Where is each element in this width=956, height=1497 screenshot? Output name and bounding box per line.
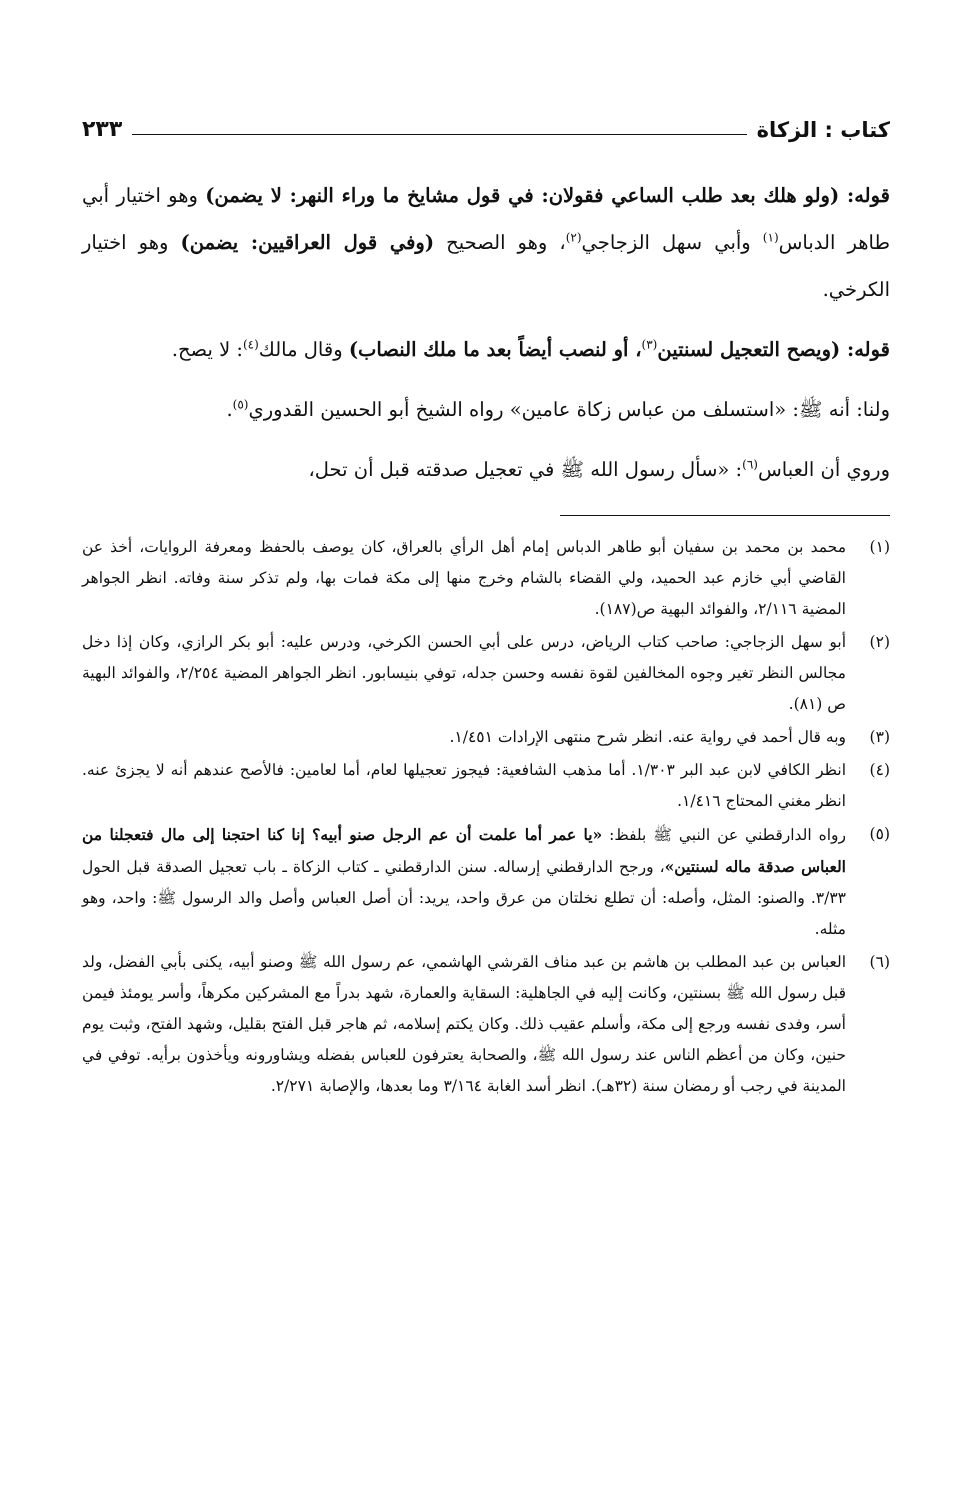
page-number: ٢٣٣ [82,117,123,142]
paragraph-4 [82,446,890,493]
header-rule [132,134,746,135]
footnote-text: انظر الكافي لابن عبد البر ١/٣٠٣. أما مذهب الشافعية: فيجوز تعجيلها لعام، أما لعامين: فالأصح عندهم أنه لا يجزئ عنه. انظر مغني المحتاج ١/٤١٦. [82,761,846,810]
footnote-5 [82,819,890,945]
footnote-ref-5[interactable]: (٥) [232,397,249,412]
chapter-title: كتاب : الزكاة [756,118,890,142]
running-header [82,108,890,142]
text-run: وهو اختيار الكرخي. [82,231,890,301]
paragraph-2 [82,326,890,373]
footnote-1 [82,532,890,625]
text-run: : «سأل رسول الله ﷺ في تعجيل صدقته قبل أن تحل، [308,458,743,481]
footnote-separator [560,515,890,516]
footnote-text: أبو سهل الزجاجي: صاحب كتاب الرياض، درس على أبي الحسن الكرخي، ودرس عليه: أبو بكر الرازي، وكان إذا دخل مجالس النظر تغير وجوه المخالفين لقوة نفسه وحسن جدله، توفي بنيسابور. انظر الجواهر المضية ٢/٢٥٤، والفوائد البهية ص (٨١). [82,633,846,713]
footnote-number: (١) [869,538,890,556]
text-run: وأبي سهل الزجاجي [581,231,763,254]
footnote-number: (٦) [869,953,890,971]
paragraph-3 [82,386,890,433]
text-run: وقال مالك [258,338,349,361]
paragraph-1 [82,172,890,313]
footnote-4 [82,755,890,817]
text-run: ، وهو الصحيح [434,231,566,254]
bold-run: ، أو لنصب أيضاً بعد ما ملك النصاب) [348,338,642,361]
text-run: وروي أن العباس [757,458,890,481]
text-run: ولنا: أنه ﷺ: «استسلف من عباس زكاة عامين» رواه الشيخ أبو الحسين القدوري [248,398,890,421]
footnote-number: (٥) [869,825,890,843]
footnote-text: وبه قال أحمد في رواية عنه. انظر شرح منتهى الإرادات ١/٤٥١. [449,728,846,746]
main-text [82,172,890,493]
footnote-ref-4[interactable]: (٤) [242,337,259,352]
text-run: رواه الدارقطني عن النبي ﷺ بلفظ: [602,826,847,844]
text-run: : لا يصح. [171,338,243,361]
footnote-text: العباس بن عبد المطلب بن هاشم بن عبد مناف القرشي الهاشمي، عم رسول الله ﷺ وصنو أبيه، يكنى بأبي الفضل، ولد قبل رسول الله ﷺ بسنتين، وكانت إليه في الجاهلية: السقاية والعمارة، شهد بدراً مع المشركين مكرهاً، وأسر يومئذ فيمن أسر، وفدى نفسه ورجع إلى مكة، وأسلم عقيب ذلك. وكان يكتم إسلامه، ثم هاجر قبل الفتح بقليل، وشهد الفتح، وثبت يوم حنين، وكان من أعظم الناس عند رسول الله ﷺ، والصحابة يعترفون للعباس بفضله ويشاورونه ويأخذون برأيه. توفي في المدينة في رجب أو رمضان سنة (٣٢هـ). انظر أسد الغابة ٣/١٦٤ وما بعدها، والإصابة ٢/٢٧١. [82,953,846,1095]
footnote-ref-2[interactable]: (٢) [565,230,582,245]
footnote-ref-6[interactable]: (٦) [742,457,758,472]
paragraph-lead: قوله: (ولو هلك بعد طلب الساعي فقولان: في قول مشايخ ما وراء النهر: لا يضمن) [205,184,890,207]
paragraph-lead: قوله: (ويصح التعجيل لسنتين [657,338,890,361]
footnote-ref-1[interactable]: (١) [762,230,779,245]
book-page [82,108,890,1104]
footnote-text [82,819,846,945]
text-run: . [226,398,233,421]
footnote-2 [82,627,890,720]
footnote-number: (٢) [869,633,890,651]
bold-run: (وفي قول العراقيين: يضمن) [180,231,435,254]
footnotes [82,532,890,1102]
footnote-ref-3[interactable]: (٣) [641,337,658,352]
footnote-3 [82,722,890,753]
hadith-quote: «يا عمر أما علمت أن عم الرجل صنو أبيه؟ إنا كنا احتجنا إلى مال فتعجلنا من العباس صدقة ماله لسنتين» [82,825,846,876]
footnote-6 [82,947,890,1102]
footnote-text: محمد بن محمد بن سفيان أبو طاهر الدباس إمام أهل الرأي بالعراق، كان يوصف بالحفظ ومعرفة الروايات، أخذ عن القاضي أبي خازم عبد الحميد، ولي القضاء بالشام وخرج منها إلى مكة فمات بها، ولم تذكر سنة وفاته. انظر الجواهر المضية ٢/١١٦، والفوائد البهية ص(١٨٧). [82,538,846,618]
text-run: ، ورجح الدارقطني إرساله. سنن الدارقطني ـ كتاب الزكاة ـ باب تعجيل الصدقة قبل الحول ٣/٣٣. والصنو: المثل، وأصله: أن تطلع نخلتان من عرق واحد، يريد: أن أصل العباس وأصل والد الرسول ﷺ: واحد، وهو مثله. [82,858,846,938]
footnote-number: (٤) [869,761,890,779]
text-run: وهو اختيار أبي طاهر الدباس [82,184,890,254]
footnote-number: (٣) [869,728,890,746]
